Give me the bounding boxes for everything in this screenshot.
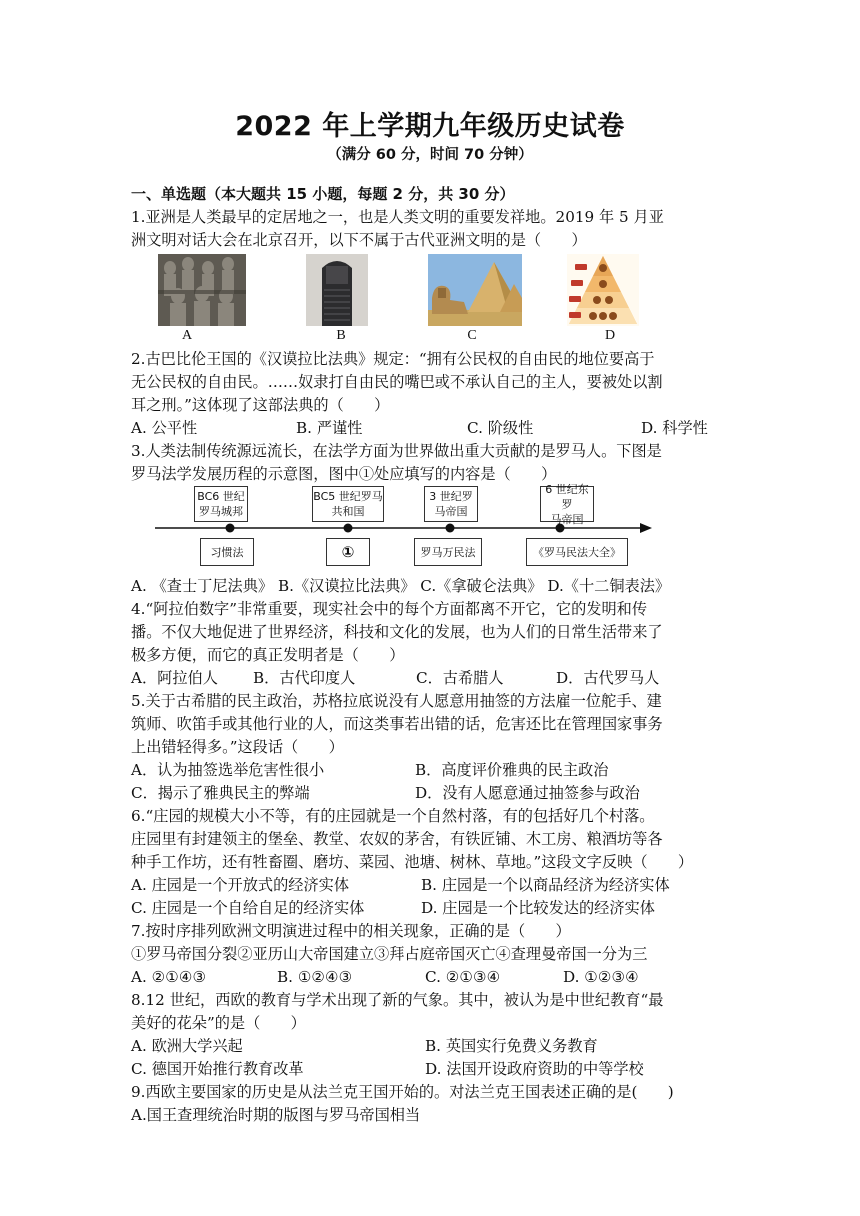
q6-option-a[interactable]: A. 庄园是一个开放式的经济实体	[131, 876, 350, 894]
q9-line1: 9.西欧主要国家的历史是从法兰克王国开始的。对法兰克王国表述正确的是( )	[131, 1083, 674, 1101]
q2-line1: 2.古巴比伦王国的《汉谟拉比法典》规定：“拥有公民权的自由民的地位要高于	[131, 350, 655, 368]
q7-line1: 7.按时序排列欧洲文明演进过程中的相关现象，正确的是（ ）	[131, 922, 571, 940]
q5-option-d[interactable]: D．没有人愿意通过抽签参与政治	[415, 784, 640, 802]
exam-title: 2022 年上学期九年级历史试卷	[235, 111, 625, 142]
q9-option-a[interactable]: A.国王查理统治时期的版图与罗马帝国相当	[131, 1106, 421, 1124]
timeline-bottom-1: 习惯法	[200, 538, 254, 566]
timeline-bottom-4: 《罗马民法大全》	[526, 538, 628, 566]
exam-subtitle: （满分 60 分，时间 70 分钟）	[327, 147, 533, 163]
q5-option-b[interactable]: B．高度评价雅典的民主政治	[415, 761, 609, 779]
q5-line3: 上出错轻得多。”这段话（ ）	[131, 738, 344, 756]
q2-line3: 耳之刑。”这体现了这部法典的（ ）	[131, 396, 390, 414]
q4-line1: 4.“阿拉伯数字”非常重要，现实社会中的每个方面都离不开它，它的发明和传	[131, 600, 648, 618]
q5-option-c[interactable]: C．揭示了雅典民主的弊端	[131, 784, 310, 802]
q7-option-d[interactable]: D. ①②③④	[563, 968, 639, 986]
q6-line3: 种手工作坊，还有牲畜圈、磨坊、菜园、池塘、树林、草地。”这段文字反映（ ）	[131, 853, 694, 871]
q8-line2: 美好的花朵”的是（ ）	[131, 1014, 306, 1032]
q2-option-a[interactable]: A. 公平性	[131, 419, 198, 437]
timeline-top-3: 3 世纪罗 马帝国	[424, 486, 478, 522]
q4-line3: 极多方便，而它的真正发明者是（ ）	[131, 646, 405, 664]
q6-line1: 6.“庄园的规模大小不等，有的庄园就是一个自然村落，有的包括好几个村落。	[131, 807, 655, 825]
timeline-bottom-3: 罗马万民法	[414, 538, 482, 566]
q8-option-c[interactable]: C. 德国开始推行教育改革	[131, 1060, 304, 1078]
timeline-bottom-2: ①	[326, 538, 370, 566]
q6-line2: 庄园里有封建领主的堡垒、教堂、农奴的茅舍，有铁匠铺、木工房、粮酒坊等各	[131, 830, 663, 848]
q1-line1: 1.亚洲是人类最早的定居地之一，也是人类文明的重要发祥地。2019 年 5 月亚	[131, 208, 664, 226]
q5-line2: 筑师、吹笛手或其他行业的人，而这类事若出错的话，危害还比在管理国家事务	[131, 715, 663, 733]
image-label-b: B	[336, 328, 346, 343]
timeline-top-4: 6 世纪东罗 马帝国	[540, 486, 594, 522]
q4-option-d[interactable]: D．古代罗马人	[556, 669, 660, 687]
q4-line2: 播。不仅大地促进了世界经济，科技和文化的发展，也为人们的日常生活带来了	[131, 623, 663, 641]
image-label-c: C	[467, 328, 477, 343]
q3-line1: 3.人类法制传统源远流长，在法学方面为世界做出重大贡献的是罗马人。下图是	[131, 442, 662, 460]
q2-option-d[interactable]: D. 科学性	[641, 419, 708, 437]
image-label-a: A	[181, 328, 193, 343]
roman-law-timeline	[150, 482, 660, 570]
q7-option-b[interactable]: B. ①②④③	[277, 968, 353, 986]
q7-option-a[interactable]: A. ②①④③	[131, 968, 207, 986]
q3-line2: 罗马法学发展历程的示意图，图中①处应填写的内容是（ ）	[131, 465, 557, 483]
timeline-top-1: BC6 世纪 罗马城邦	[194, 486, 248, 522]
terracotta-warriors-image	[158, 254, 246, 326]
q3-options[interactable]: A. 《查士丁尼法典》 B.《汉谟拉比法典》 C.《拿破仑法典》 D.《十二铜表法》	[131, 577, 671, 595]
q8-option-b[interactable]: B. 英国实行免费义务教育	[425, 1037, 598, 1055]
q6-option-b[interactable]: B. 庄园是一个以商品经济为经济实体	[421, 876, 670, 894]
pyramids-sphinx-image	[428, 254, 522, 326]
q2-line2: 无公民权的自由民。……奴隶打自由民的嘴巴或不承认自己的主人，要被处以割	[131, 373, 663, 391]
q4-option-b[interactable]: B．古代印度人	[253, 669, 356, 687]
q6-option-d[interactable]: D. 庄园是一个比较发达的经济实体	[421, 899, 655, 917]
q8-option-d[interactable]: D. 法国开设政府资助的中等学校	[425, 1060, 644, 1078]
q2-option-b[interactable]: B. 严谨性	[296, 419, 363, 437]
q4-option-a[interactable]: A．阿拉伯人	[131, 669, 218, 687]
timeline-top-2: BC5 世纪罗马 共和国	[312, 486, 384, 522]
caste-pyramid-image	[567, 254, 639, 326]
q4-option-c[interactable]: C．古希腊人	[416, 669, 504, 687]
q6-option-c[interactable]: C. 庄园是一个自给自足的经济实体	[131, 899, 365, 917]
q2-option-c[interactable]: C. 阶级性	[467, 419, 534, 437]
q1-line2: 洲文明对话大会在北京召开，以下不属于古代亚洲文明的是（ ）	[131, 231, 587, 249]
hammurabi-stele-image	[306, 254, 368, 326]
q7-option-c[interactable]: C. ②①③④	[425, 968, 501, 986]
section-heading: 一、单选题（本大题共 15 小题，每题 2 分，共 30 分）	[131, 185, 515, 203]
image-label-d: D	[604, 328, 616, 343]
q7-line2: ①罗马帝国分裂②亚历山大帝国建立③拜占庭帝国灭亡④查理曼帝国一分为三	[131, 945, 648, 963]
q5-option-a[interactable]: A．认为抽签选举危害性很小	[131, 761, 325, 779]
q8-option-a[interactable]: A. 欧洲大学兴起	[131, 1037, 243, 1055]
q5-line1: 5.关于古希腊的民主政治，苏格拉底说没有人愿意用抽签的方法雇一位舵手、建	[131, 692, 662, 710]
q8-line1: 8.12 世纪，西欧的教育与学术出现了新的气象。其中，被认为是中世纪教育“最	[131, 991, 664, 1009]
